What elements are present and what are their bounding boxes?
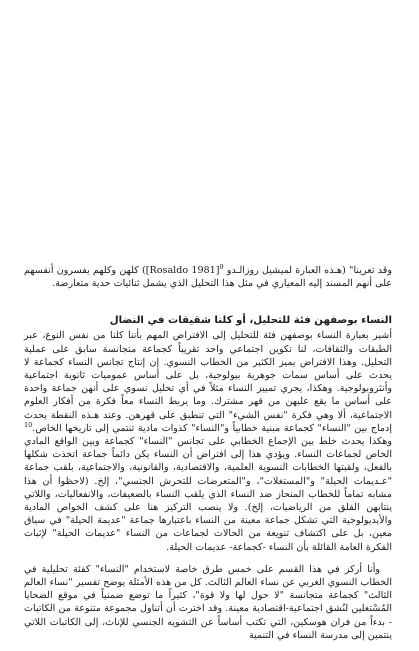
citation: [Rosaldo 1981]: [145, 265, 220, 276]
footnote-marker-10: 10: [24, 420, 33, 429]
intro-paragraph: [24, 264, 392, 290]
paragraph-1-text: أشير بعبارة النساء بوصفهن فئة للتحليل إلى الافتراض المهم بأننا كلنا من نفس النوع، عبر الطبقات والثقافات، لنا تكوين اجتماعي واحد تقريباً كجماعة متجانسة سابق على عملية التحليل. وهذا الافتراض يميز الكثير من الخطاب النسوي. إن إنتاج تجانس النساء كجماعة لا يحدث على أساس سمات جوهرية بيولوجية، بل على أساس عموميات ثانوية اجتماعية وأنثروبولوجية. وهكذا، يجري تمييز النساء مثلاً في أي تحليل نسوي على أنهن جماعة واحدة على أساس ما يقع عليهن من قهر مشترك. وما يربط النساء معاً فكرة من أفكار العلوم الاجتماعية، ألا وهي فكرة "نفس الشيء" التي تنطبق على قهرهن. وعند هـذه النقطة يحدث إدماج بين "النساء" كجماعة مبنية خطابياً و"النساء" كذوات مادية تنتمي إلى تاريخها الخاص.: [24, 330, 392, 434]
body-paragraph-1: [24, 329, 392, 553]
section-heading: النساء بوصفهن فئة للتحليل، أو كلنا شقيقات في النضال: [109, 315, 392, 327]
body-paragraph-2: وأنا أركز في هذا القسم على خمس طرق خاصة لاستخدام "النساء" كفئة تحليلية في الخطاب النسوي الغربي عن نساء العالم الثالث. كل من هذه الأمثلة يوضح تفسير "نساء العالم الثالث" كجماعة متجانسة "لا حول لها ولا قوة"، كثيراً ما توضع ضمنياً في موقع الضحايا المُسْتغلين لنُشق اجتماعية-اقتصادية معينة. وقد اخترت أن أتناول مجموعة متنوعة من الكاتبات - بدءاً من فران هوسكين، التي تكتب أساساً عن التشويه الجنسي للإناث، إلى الكاتبات اللاتي ينتمين إلى مدرسة النساء في التنمية: [24, 563, 392, 641]
document-page: [24, 264, 392, 651]
paragraph-1-tail: وهكذا يحدث خلط بين الإجماع الخطابي على تجانس "النساء" كجماعة وبين الواقع المادي الخاص لجماعات النساء. ويؤدي هذا إلى افتراض أن النساء يكن دائماً جماعة اتخذت شكلها بالفعل، ولقبتها الخطابات النسوية العلمية، والاقتصادية، والقانونية، والاجتماعية، بلقب جماعة "عـديمات الحيلة" و"المستغلات"، و"المتعرضات للتحرش الجنسي"، إلخ. (لاحظوا أن هذا مشابه تماماً للخطاب المنحاز ضد النساء الذي يلقب النساء بالضعيفات، والانفعاليات، واللاتي ينتابهن القلق من الرياضيات، إلخ). ولا ينصب التركيز هنا على كشف الخواص المادية والأيديولوجية التي تشكل جماعة معينة من النساء باعتبارها جماعة "عديمة الحيلة" في سياق معين، بل على اكتشاف تنويعة من الحالات لجماعات من النساء "عديمات الحيلة" لإثبات الفكرة العامة القائلة بأن النساء -كجماعة- عديمات الحيلة.: [24, 436, 392, 553]
footnote-marker: 9: [219, 262, 224, 271]
intro-text-1: وقد تعرينا" (هـذه العبارة لميشيل روزالـدو: [223, 265, 392, 276]
intro-text-2: ) كلهن وكلهم يفسرون أنفسهم على أنهم المسند إليه المعياري في مثل هذا التحليل الذي يشمل ثنائيات حدية متعارضة.: [24, 265, 392, 290]
